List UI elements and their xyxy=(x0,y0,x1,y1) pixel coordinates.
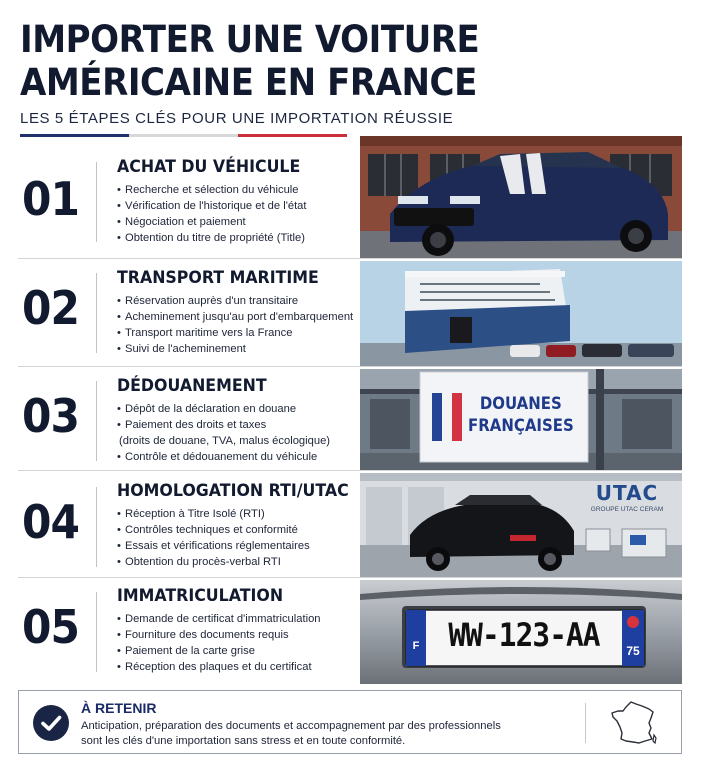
step-number: 02 xyxy=(22,281,80,335)
page-title xyxy=(20,18,627,104)
list-item: • Dépôt de la déclaration en douane xyxy=(117,403,297,415)
step-title: TRANSPORT MARITIME xyxy=(117,268,319,288)
list-item: (droits de douane, TVA, malus écologique) xyxy=(119,435,331,447)
list-item: • Fourniture des documents requis xyxy=(117,629,289,641)
list-item: • Réception des plaques et du certificat xyxy=(117,661,312,673)
takeaway-text: Anticipation, préparation des documents et accompagnement par des professionnels sont les clés d'une importation sans stress et en toute conformité. xyxy=(81,720,501,747)
title-line-2: AMÉRICAINE EN FRANCE xyxy=(20,61,477,104)
list-item: • Contrôle et dédouanement du véhicule xyxy=(117,451,318,463)
list-item: • Transport maritime vers la France xyxy=(117,327,293,339)
list-item: • Acheminement jusqu'au port d'embarquement xyxy=(117,311,354,323)
customs-sign-photo xyxy=(360,369,682,470)
page-subtitle: LES 5 ÉTAPES CLÉS POUR UNE IMPORTATION RÉUSSIE xyxy=(20,110,454,127)
plate-number: WW-123-AA xyxy=(448,616,600,654)
step-content xyxy=(117,268,357,357)
utac-lab-photo xyxy=(360,473,682,577)
list-item: • Demande de certificat d'immatriculation xyxy=(117,613,321,625)
list-item: • Vérification de l'historique et de l'état xyxy=(117,200,307,212)
step-3 xyxy=(18,367,682,471)
step-content xyxy=(117,376,357,465)
step-title: IMMATRICULATION xyxy=(117,586,284,606)
step-items xyxy=(117,401,357,465)
plate-country: F xyxy=(412,640,420,652)
list-item: • Contrôles techniques et conformité xyxy=(117,524,298,536)
step-title: DÉDOUANEMENT xyxy=(117,376,267,396)
utac-subtitle: GROUPE UTAC CERAM xyxy=(590,506,664,513)
step-content xyxy=(117,157,357,246)
step-divider xyxy=(96,592,97,672)
takeaway-divider xyxy=(585,703,586,743)
step-divider xyxy=(96,381,97,461)
utac-logo: UTAC xyxy=(595,481,659,505)
step-items xyxy=(117,506,357,570)
list-item: • Recherche et sélection du véhicule xyxy=(117,184,299,196)
cargo-ship-photo xyxy=(360,261,682,366)
step-number: 05 xyxy=(22,600,80,654)
step-5 xyxy=(18,578,682,685)
list-item: • Obtention du procès-verbal RTI xyxy=(117,556,281,568)
step-number: 04 xyxy=(22,495,80,549)
step-content xyxy=(117,586,357,675)
step-number: 01 xyxy=(22,172,80,226)
check-circle-icon xyxy=(33,705,69,741)
step-1 xyxy=(18,136,682,259)
step-items xyxy=(117,611,357,675)
step-4 xyxy=(18,471,682,578)
list-item: • Réception à Titre Isolé (RTI) xyxy=(117,508,265,520)
title-line-1: IMPORTER UNE VOITURE xyxy=(20,18,480,61)
list-item: • Négociation et paiement xyxy=(117,216,246,228)
takeaway-title: À RETENIR xyxy=(81,700,157,716)
step-content xyxy=(117,481,357,570)
france-map-icon xyxy=(609,699,659,747)
list-item: • Obtention du titre de propriété (Title) xyxy=(117,232,305,244)
key-takeaway-box xyxy=(18,690,682,754)
list-item: • Essais et vérifications réglementaires xyxy=(117,540,310,552)
list-item: • Suivi de l'acheminement xyxy=(117,343,246,355)
header xyxy=(20,18,680,127)
step-2 xyxy=(18,259,682,367)
step-items xyxy=(117,293,357,357)
plate-department: 75 xyxy=(626,644,640,658)
customs-sign-text: DOUANES FRANÇAISES xyxy=(468,394,574,436)
step-title: HOMOLOGATION RTI/UTAC xyxy=(117,481,349,501)
mustang-photo xyxy=(360,136,682,258)
step-items xyxy=(117,182,357,246)
step-number: 03 xyxy=(22,389,80,443)
step-title: ACHAT DU VÉHICULE xyxy=(117,157,301,177)
list-item: • Paiement de la carte grise xyxy=(117,645,255,657)
list-item: • Réservation auprès d'un transitaire xyxy=(117,295,299,307)
list-item: • Paiement des droits et taxes xyxy=(117,419,267,431)
step-divider xyxy=(96,487,97,567)
step-divider xyxy=(96,162,97,242)
step-divider xyxy=(96,273,97,353)
license-plate-photo xyxy=(360,580,682,684)
